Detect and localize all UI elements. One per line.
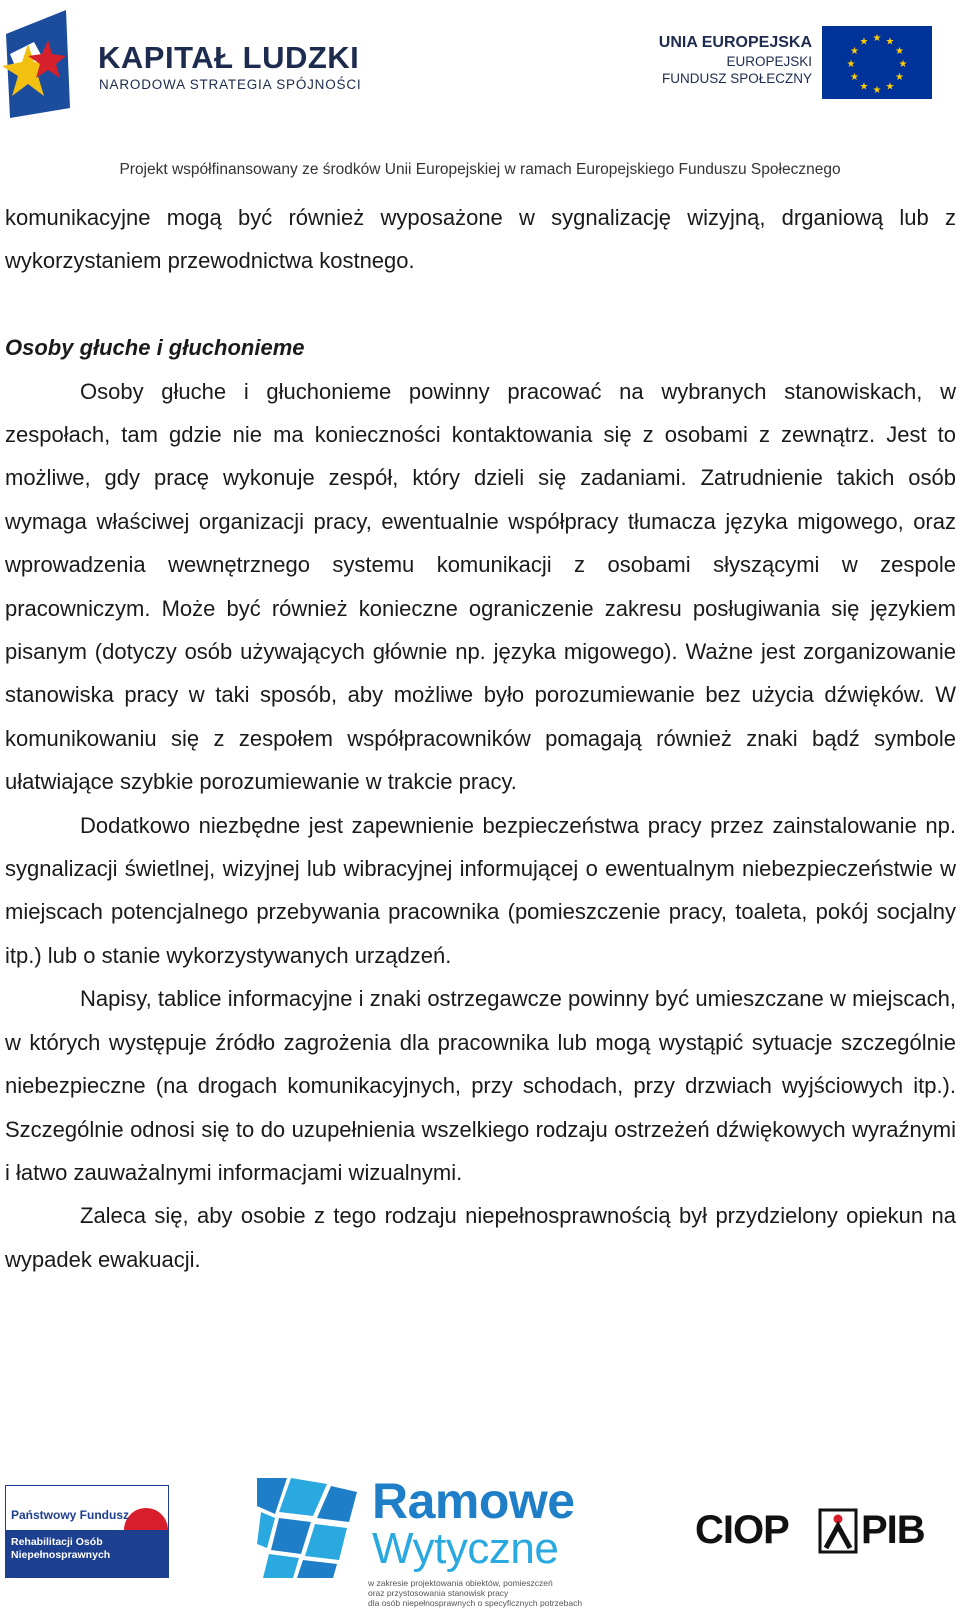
- pfron-line-3: Niepełnosprawnych: [11, 1549, 111, 1561]
- svg-text:★: ★: [885, 36, 895, 48]
- pib-text: PIB: [861, 1508, 925, 1552]
- paragraph-intro: komunikacyjne mogą być również wyposażone w sygnalizację wizyjną, drganiową lub z wykorzystaniem przewodnictwa kostnego.: [5, 205, 956, 274]
- eu-line-3: FUNDUSZ SPOŁECZNY: [661, 71, 812, 86]
- svg-text:★: ★: [859, 36, 869, 48]
- document-body: [5, 196, 956, 1281]
- ramowe-subtitle-line-2: oraz przystosowania stanowisk pracy: [368, 1588, 509, 1598]
- svg-text:★: ★: [846, 59, 856, 70]
- eu-line-2: EUROPEJSKI: [726, 54, 812, 69]
- paragraph-4: Zaleca się, aby osobie z tego rodzaju niepełnosprawnością był przydzielony opiekun na wypadek ewakuacji.: [5, 1203, 956, 1272]
- svg-text:★: ★: [895, 46, 904, 57]
- svg-text:★: ★: [872, 85, 882, 96]
- cofinance-note: Projekt współfinansowany ze środków Unii Europejskiej w ramach Europejskiego Funduszu Społecznego: [119, 161, 841, 178]
- kapital-ludzki-logo-icon: [0, 4, 74, 124]
- pfron-logo: [5, 1485, 169, 1578]
- ramowe-subtitle: [368, 1578, 582, 1608]
- ciop-pib-logo: [695, 1508, 951, 1554]
- paragraph-1: Osoby głuche i głuchonieme powinny pracować na wybranych stanowiskach, w zespołach, tam gdzie nie ma konieczności kontaktowania się z osobami z zewnątrz. Jest to możliwe, gdy pracę wykonuje zespół, który dzieli się zadaniami. Zatrudnienie takich osób wymaga właściwej organizacji pracy, ewentualnie współpracy tłumacza języka migowego, oraz wprowadzenia wewnętrznego systemu komunikacji z osobami słyszącymi w zespole pracowniczym. Może być również konieczne ograniczenie zakresu posługiwania się językiem pisanym (dotyczy osób używających głównie np. języka migowego). Ważne jest zorganizowanie stanowiska pracy w taki sposób, aby możliwe było porozumiewanie bez użycia dźwięków. W komunikowaniu się z zespołem współpracowników pomagają również znaki bądź symbole ułatwiające szybkie porozumiewanie w trakcie pracy.: [5, 378, 956, 795]
- pfron-line-2: Rehabilitacji Osób: [11, 1536, 103, 1548]
- pfron-lines-2-3: [11, 1536, 110, 1562]
- svg-text:★: ★: [872, 33, 882, 44]
- ramowe-subtitle-line-1: w zakresie projektowania obiektów, pomieszczeń: [368, 1578, 553, 1588]
- ciop-person-icon: [818, 1508, 858, 1554]
- svg-text:★: ★: [895, 72, 904, 83]
- section-heading: Osoby głuche i głuchonieme: [5, 335, 305, 361]
- svg-text:★: ★: [850, 72, 859, 83]
- pfron-line-1: Państwowy Fundusz: [11, 1508, 130, 1522]
- spacer: [5, 283, 956, 326]
- eu-line-1: UNIA EUROPEJSKA: [658, 34, 812, 51]
- kapital-ludzki-subtitle: NARODOWA STRATEGIA SPÓJNOŚCI: [99, 77, 362, 92]
- eu-fund-label: [600, 33, 812, 87]
- svg-text:★: ★: [850, 46, 859, 57]
- svg-text:★: ★: [859, 81, 869, 93]
- ramowe-mark-icon: [257, 1478, 357, 1578]
- ciop-text: CIOP: [695, 1508, 789, 1552]
- eu-flag-icon: [822, 26, 932, 99]
- paragraph-2: Dodatkowo niezbędne jest zapewnienie bezpieczeństwa pracy przez zainstalowanie np. sygnalizacji świetlnej, wizyjnej lub wibracyjnej informującej o ewentualnym niebezpieczeństwie w miejscach potencjalnego przebywania pracownika (pomieszczenie pracy, toaleta, pokój socjalny itp.) lub o stanie wykorzystywanych urządzeń.: [5, 812, 956, 968]
- svg-text:★: ★: [898, 59, 908, 70]
- svg-text:★: ★: [885, 81, 895, 93]
- kapital-ludzki-title: KAPITAŁ LUDZKI: [98, 40, 360, 75]
- ramowe-subtitle-line-3: dla osób niepełnosprawnych o specyficznych potrzebach: [368, 1598, 583, 1608]
- ramowe-title: Ramowe: [372, 1473, 575, 1529]
- wytyczne-title: Wytyczne: [372, 1524, 559, 1573]
- paragraph-3: Napisy, tablice informacyjne i znaki ostrzegawcze powinny być umieszczane w miejscach, w których występuje źródło zagrożenia dla pracownika lub mogą wystąpić sytuacje szczególnie niebezpieczne (na drogach komunikacyjnych, przy schodach, przy drzwiach wyjściowych itp.). Szczególnie odnosi się to do uzupełnienia wszelkiego rodzaju ostrzeżeń dźwiękowych wyraźnymi i łatwo zauważalnymi informacjami wizualnymi.: [5, 986, 956, 1185]
